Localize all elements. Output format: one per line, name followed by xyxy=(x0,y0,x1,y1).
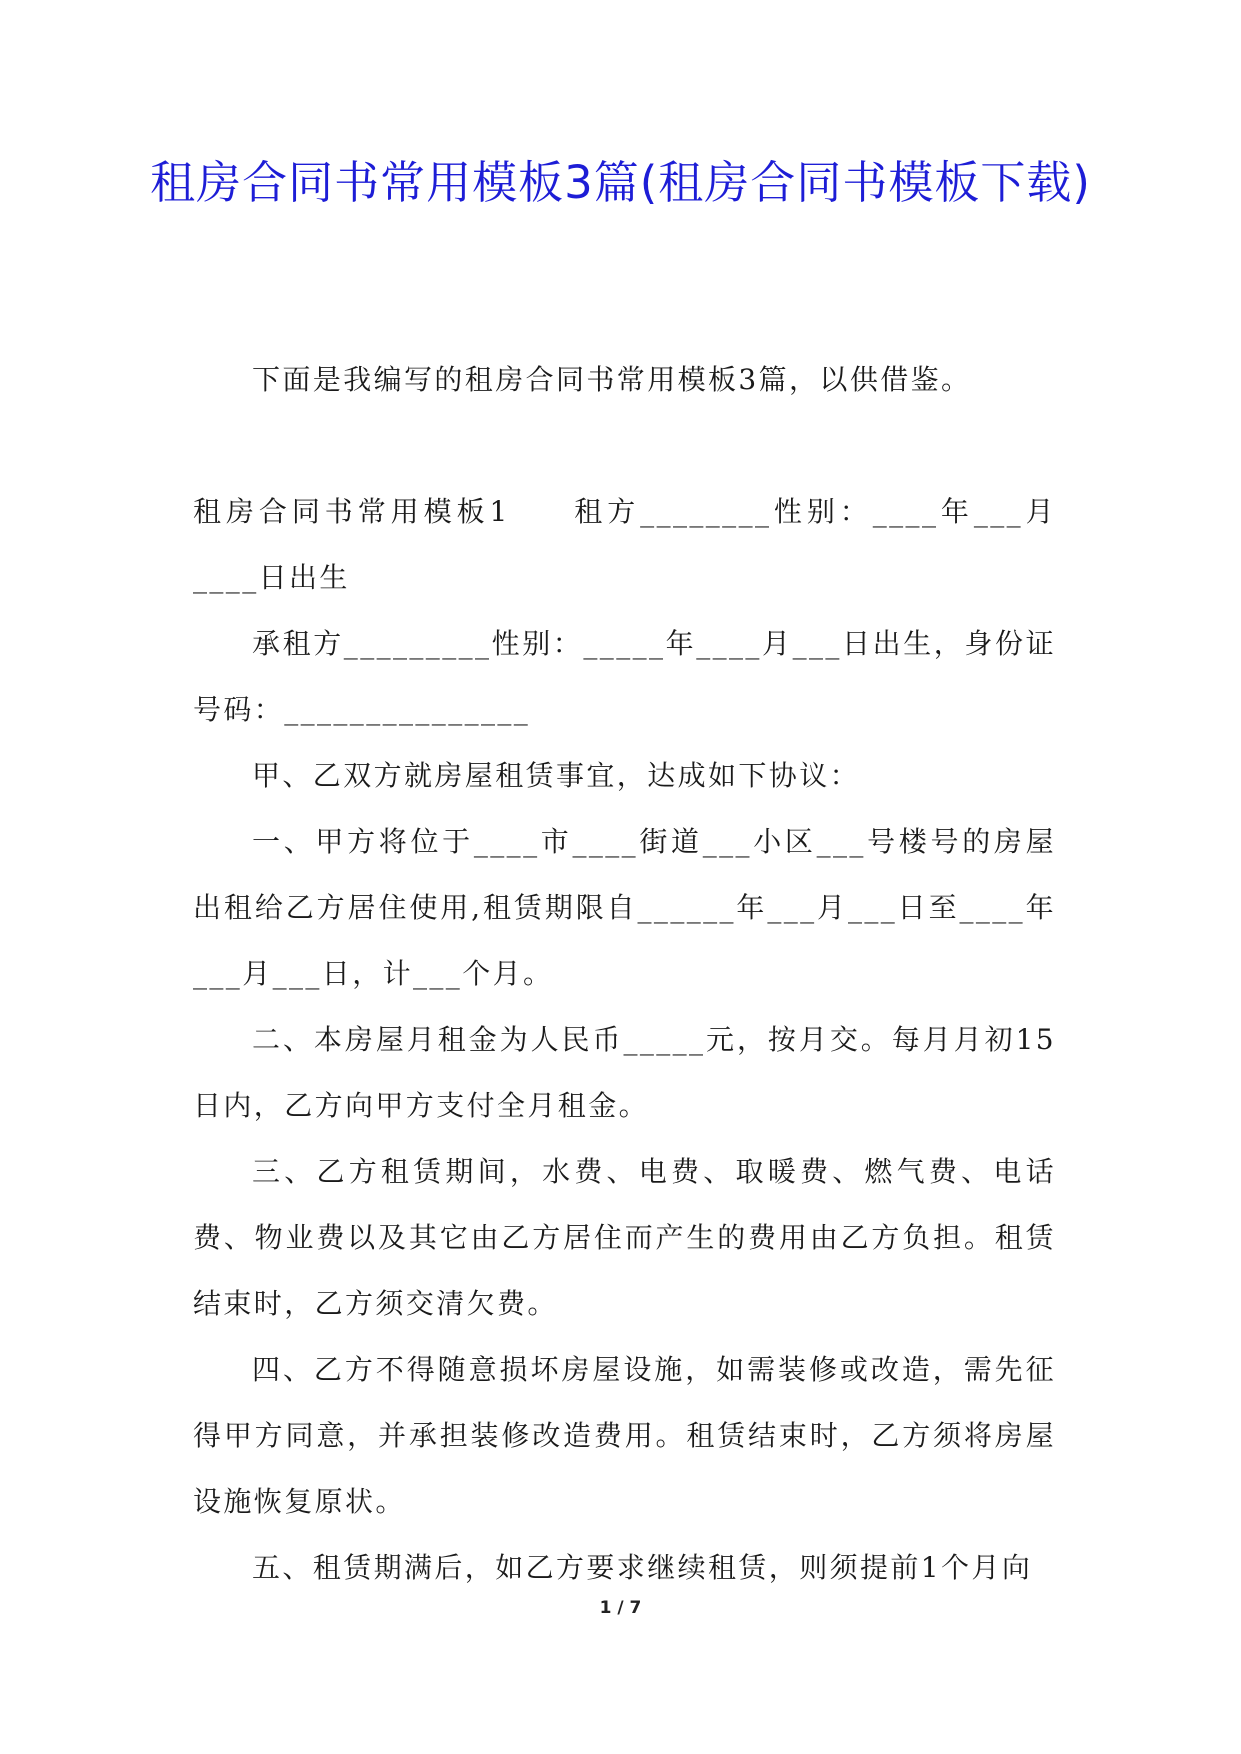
page-indicator: 1 / 7 xyxy=(599,1598,642,1618)
agreement-intro: 甲、乙双方就房屋租赁事宜，达成如下协议： xyxy=(252,759,861,792)
document-body xyxy=(193,347,1056,1601)
document-title: 租房合同书常用模板3篇(租房合同书模板下载) xyxy=(150,156,1091,209)
lessee-paragraph: 承租方_________性别：_____年____月___日出生，身份证号码：_______________ xyxy=(193,627,1056,726)
clause-4: 四、乙方不得随意损坏房屋设施，如需装修或改造，需先征得甲方同意，并承担装修改造费用。租赁结束时，乙方须将房屋设施恢复原状。 xyxy=(193,1353,1056,1518)
lessor-line: 租方________性别：____年___月____日出生 xyxy=(193,495,1056,594)
lessor-paragraph xyxy=(193,479,1056,611)
template-heading: 租房合同书常用模板1 xyxy=(193,495,510,528)
clause-1: 一、甲方将位于____市____街道___小区___号楼号的房屋出租给乙方居住使用,租赁期限自______年___月___日至____年___月___日，计___个月。 xyxy=(193,825,1056,990)
clause-2: 二、本房屋月租金为人民币_____元，按月交。每月月初15日内，乙方向甲方支付全月租金。 xyxy=(193,1023,1056,1122)
clause-5: 五、租赁期满后，如乙方要求继续租赁，则须提前1个月向 xyxy=(252,1551,1033,1584)
intro-paragraph: 下面是我编写的租房合同书常用模板3篇，以供借鉴。 xyxy=(252,363,972,396)
clause-3: 三、乙方租赁期间，水费、电费、取暖费、燃气费、电话费、物业费以及其它由乙方居住而产生的费用由乙方负担。租赁结束时，乙方须交清欠费。 xyxy=(193,1155,1056,1320)
